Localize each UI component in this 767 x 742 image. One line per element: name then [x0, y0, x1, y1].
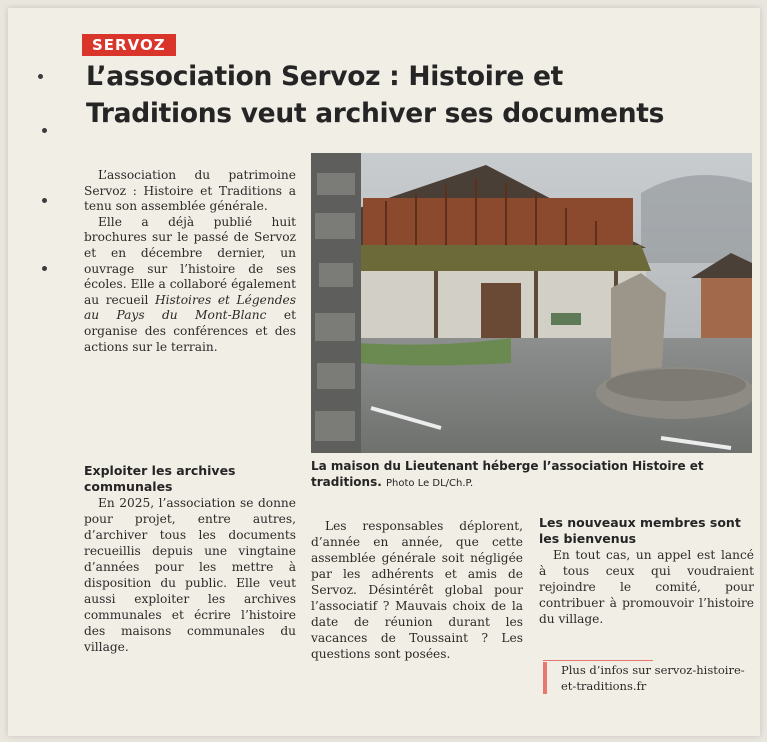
info-link-text: Plus d’infos sur servoz-histoire-et-traditions.fr [561, 663, 745, 693]
section-new-members [539, 515, 754, 627]
info-box-rule [543, 660, 653, 661]
punch-hole-dot [42, 128, 47, 133]
section-body: En 2025, l’association se donne pour projet, entre autres, d’archiver tous les documents recueillis depuis une vingtaine d’années pour les mettre à disposition du public. Elle veut aussi exploiter les archives communales et écrire l’histoire des maisons communales du village. [84, 496, 296, 654]
article-photo [311, 153, 752, 453]
lead-column [84, 168, 296, 355]
section-archives [84, 463, 296, 655]
punch-hole-dot [42, 266, 47, 271]
headline-line-1: L’association Servoz : Histoire et [86, 61, 563, 92]
section-heading: Exploiter les archives communales [84, 463, 236, 494]
photo-caption [311, 458, 751, 492]
section-tag: SERVOZ [82, 34, 176, 56]
section-heading: Les nouveaux membres sont les bienvenus [539, 515, 741, 546]
column-two [311, 518, 523, 662]
lead-paragraph-2: Elle a déjà publié huit brochures sur le passé de Servoz et en décembre dernier, un ouvrage sur l’histoire de ses écoles. Elle a collaboré également au recueil Histoires et Légendes au Pays du Mont-Blanc et organise des conférences et des actions sur le terrain. [84, 214, 296, 354]
book-title: Histoires et Légendes au Pays du Mont-Blanc [84, 292, 296, 323]
house-photo-illustration [311, 153, 752, 453]
photo-credit: Photo Le DL/Ch.P. [385, 478, 474, 489]
caption-text: La maison du Lieutenant héberge l’association Histoire et traditions. [311, 459, 704, 489]
info-box [543, 662, 753, 694]
section-body: En tout cas, un appel est lancé à tous ceux qui voudraient rejoindre le comité, pour contribuer à promouvoir l’histoire du village. [539, 548, 754, 626]
punch-hole-dot [42, 198, 47, 203]
headline [86, 58, 751, 132]
headline-line-2: Traditions veut archiver ses documents [86, 98, 665, 129]
punch-hole-dot [38, 74, 43, 79]
lead-paragraph-1: L’association du patrimoine Servoz : Histoire et Traditions a tenu son assemblée générale. [84, 168, 296, 214]
column-two-paragraph: Les responsables déplorent, d’année en année, que cette assemblée générale soit négligée par les adhérents et amis de Servoz. Désintérêt global pour l’associatif ? Mauvais choix de la date de réunion durant les vacances de Toussaint ? Les questions sont posées. [311, 519, 523, 661]
